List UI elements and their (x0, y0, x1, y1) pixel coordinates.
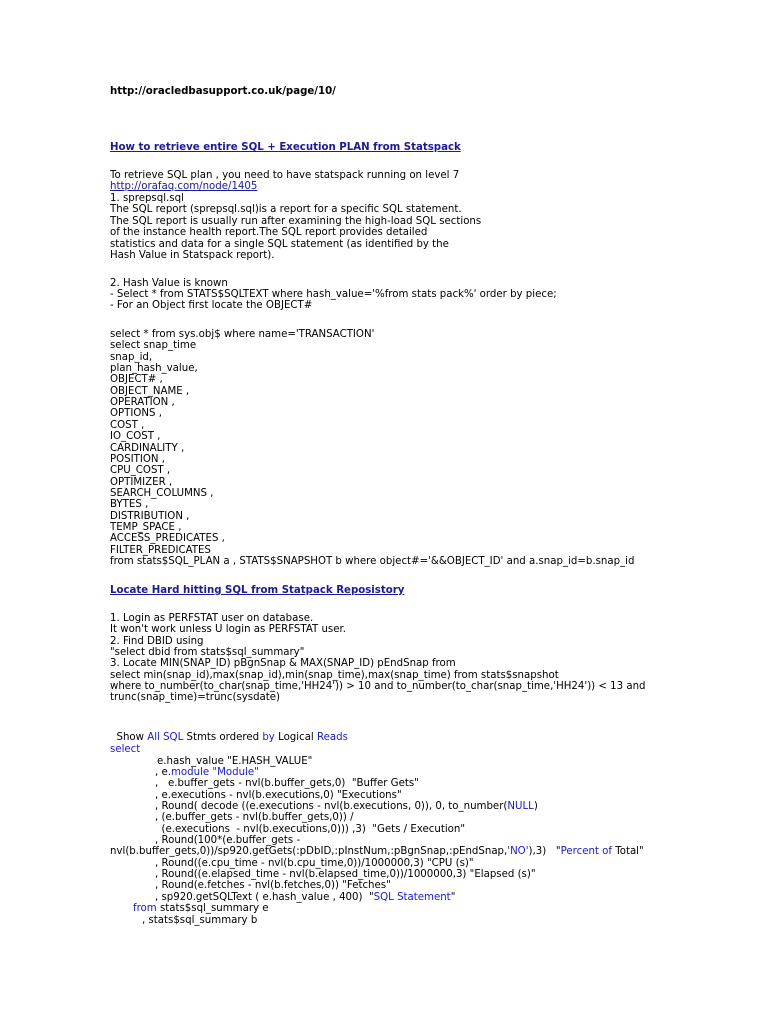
code-line-3: , e.buffer_gets - nvl(b.buffer_gets,0) "Buffer Gets" (155, 778, 419, 789)
code-line-14 (133, 903, 269, 914)
code-line-8: , Round(100*(e.buffer_gets - (155, 835, 301, 846)
code-line-11: , Round((e.elapsed_time - nvl(b.elapsed_time,0))/1000000,3) "Elapsed (s)" (155, 869, 536, 880)
text-line: OBJECT# , (110, 374, 163, 386)
text-line: BYTES , (110, 499, 149, 511)
text-line: OPTIONS , (110, 408, 162, 420)
code-text: stats$sql_summary e (156, 903, 269, 914)
show-all-sql-line (110, 721, 348, 743)
code-text: , Round( decode ((e.executions - nvl(b.executions, 0)), 0, to_number( (155, 801, 508, 812)
text-line: 1. sprepsql.sql (110, 193, 184, 204)
text-line: select * from sys.obj$ where name='TRANSACTION' (110, 329, 375, 340)
code-line-10: , Round((e.cpu_time - nvl(b.cpu_time,0))/1000000,3) "CPU (s)" (155, 858, 474, 869)
code-line-13 (155, 892, 455, 903)
text-line: SEARCH_COLUMNS , (110, 487, 214, 499)
text-line: Hash Value in Statspack report). (110, 250, 275, 261)
show-word-logical: Logical (274, 732, 318, 743)
text-line: CARDINALITY , (110, 442, 185, 454)
code-text: , e. (155, 767, 171, 778)
show-word-stmts: Stmts ordered (183, 732, 263, 743)
code-line-15: , stats$sql_summary b (142, 915, 258, 926)
code-line-6: , (e.buffer_gets - nvl(b.buffer_gets,0)) / (155, 812, 354, 823)
text-line: from stats$SQL_PLAN a , STATS$SNAPSHOT b where object#='&&OBJECT_ID' and a.snap_id=b.snap_id (110, 556, 635, 567)
code-line-7: (e.executions - nvl(b.executions,0))) ,3) "Gets / Execution" (155, 824, 466, 835)
code-kw-null: NULL (507, 801, 534, 812)
code-text: , sp920.getSQLText ( e.hash_value , 400) " (155, 892, 374, 903)
show-kw-all-sql: All SQL (147, 732, 184, 743)
code-kw-no: 'NO' (507, 846, 529, 857)
show-word: Show (116, 732, 148, 743)
text-line: 2. Hash Value is known (110, 278, 228, 289)
text-line: statistics and data for a single SQL statement (as identified by the (110, 238, 449, 250)
orafaq-link[interactable]: http://orafaq.com/node/1405 (110, 181, 258, 192)
text-line: The SQL report (sprepsql.sql)is a report for a specific SQL statement. (110, 204, 462, 216)
text-line: where to_number(to_char(snap_time,'HH24')) > 10 and to_number(to_char(snap_time,'HH24')) < 13 and (110, 681, 646, 693)
text-line: - Select * from STATS$SQLTEXT where hash_value='%from stats pack%' order by piece; (110, 289, 557, 301)
text-line: The SQL report is usually run after examining the high-load SQL sections (110, 215, 482, 227)
text-line: It won't work unless U login as PERFSTAT user. (110, 624, 346, 636)
source-url: http://oracledbasupport.co.uk/page/10/ (110, 86, 336, 97)
text-line: 2. Find DBID using (110, 635, 204, 647)
text-line: OPTIMIZER , (110, 476, 173, 488)
text-line: 3. Locate MIN(SNAP_ID) pBgnSnap & MAX(SNAP_ID) pEndSnap from (110, 658, 456, 670)
text-line: select snap_time (110, 340, 197, 352)
code-select-keyword: select (110, 744, 141, 755)
text-line: 1. Login as PERFSTAT user on database. (110, 613, 314, 624)
code-text: ),3) " (528, 846, 561, 857)
text-line: DISTRIBUTION , (110, 510, 190, 522)
code-line-4: , e.executions - nvl(b.executions,0) "Executions" (155, 790, 402, 801)
code-text: nvl(b.buffer_gets,0))/sp920.getGets(:pDbID,:pInstNum,:pBgnSnap,:pEndSnap, (110, 846, 508, 857)
text-line: TEMP_SPACE , (110, 521, 182, 533)
section2-heading-link[interactable]: Locate Hard hitting SQL from Statpack Reposistory (110, 585, 405, 596)
intro-text: To retrieve SQL plan , you need to have statspack running on level 7 (110, 170, 460, 181)
code-line-1: e.hash_value "E.HASH_VALUE" (157, 756, 313, 767)
code-line-5 (155, 801, 538, 812)
text-line: plan_hash_value, (110, 363, 198, 375)
text-line: - For an Object first locate the OBJECT# (110, 300, 313, 312)
text-line: "select dbid from stats$sql_summary" (110, 647, 305, 659)
section1-heading-link[interactable]: How to retrieve entire SQL + Execution PLAN from Statspack (110, 142, 461, 153)
code-line-12: , Round(e.fetches - nvl(b.fetches,0)) "Fetches" (155, 880, 391, 891)
code-kw-module: module "Module" (170, 767, 259, 778)
code-line-9 (110, 846, 644, 857)
text-line: of the instance health report.The SQL report provides detailed (110, 227, 428, 239)
text-line: FILTER_PREDICATES (110, 544, 211, 556)
text-line: POSITION , (110, 453, 165, 465)
code-kw-sql-statement: SQL Statement (373, 892, 451, 903)
code-kw-percent-of: Percent of (560, 846, 612, 857)
show-kw-by: by (262, 732, 275, 743)
text-line: trunc(snap_time)=trunc(sysdate) (110, 692, 281, 704)
text-line: IO_COST , (110, 431, 161, 443)
text-line: ACCESS_PREDICATES , (110, 533, 225, 545)
code-text: Total" (611, 846, 644, 857)
text-line: COST , (110, 419, 145, 431)
text-line: snap_id, (110, 351, 153, 363)
text-line: CPU_COST , (110, 465, 171, 477)
code-kw-from: from (133, 903, 157, 914)
code-line-2 (155, 767, 259, 778)
code-text: " (450, 892, 456, 903)
text-line: OBJECT_NAME , (110, 385, 190, 397)
code-text: ) (533, 801, 538, 812)
text-line: select min(snap_id),max(snap_id),min(snap_time),max(snap_time) from stats$snapshot (110, 669, 559, 681)
show-kw-reads: Reads (317, 732, 348, 743)
text-line: OPERATION , (110, 397, 175, 409)
